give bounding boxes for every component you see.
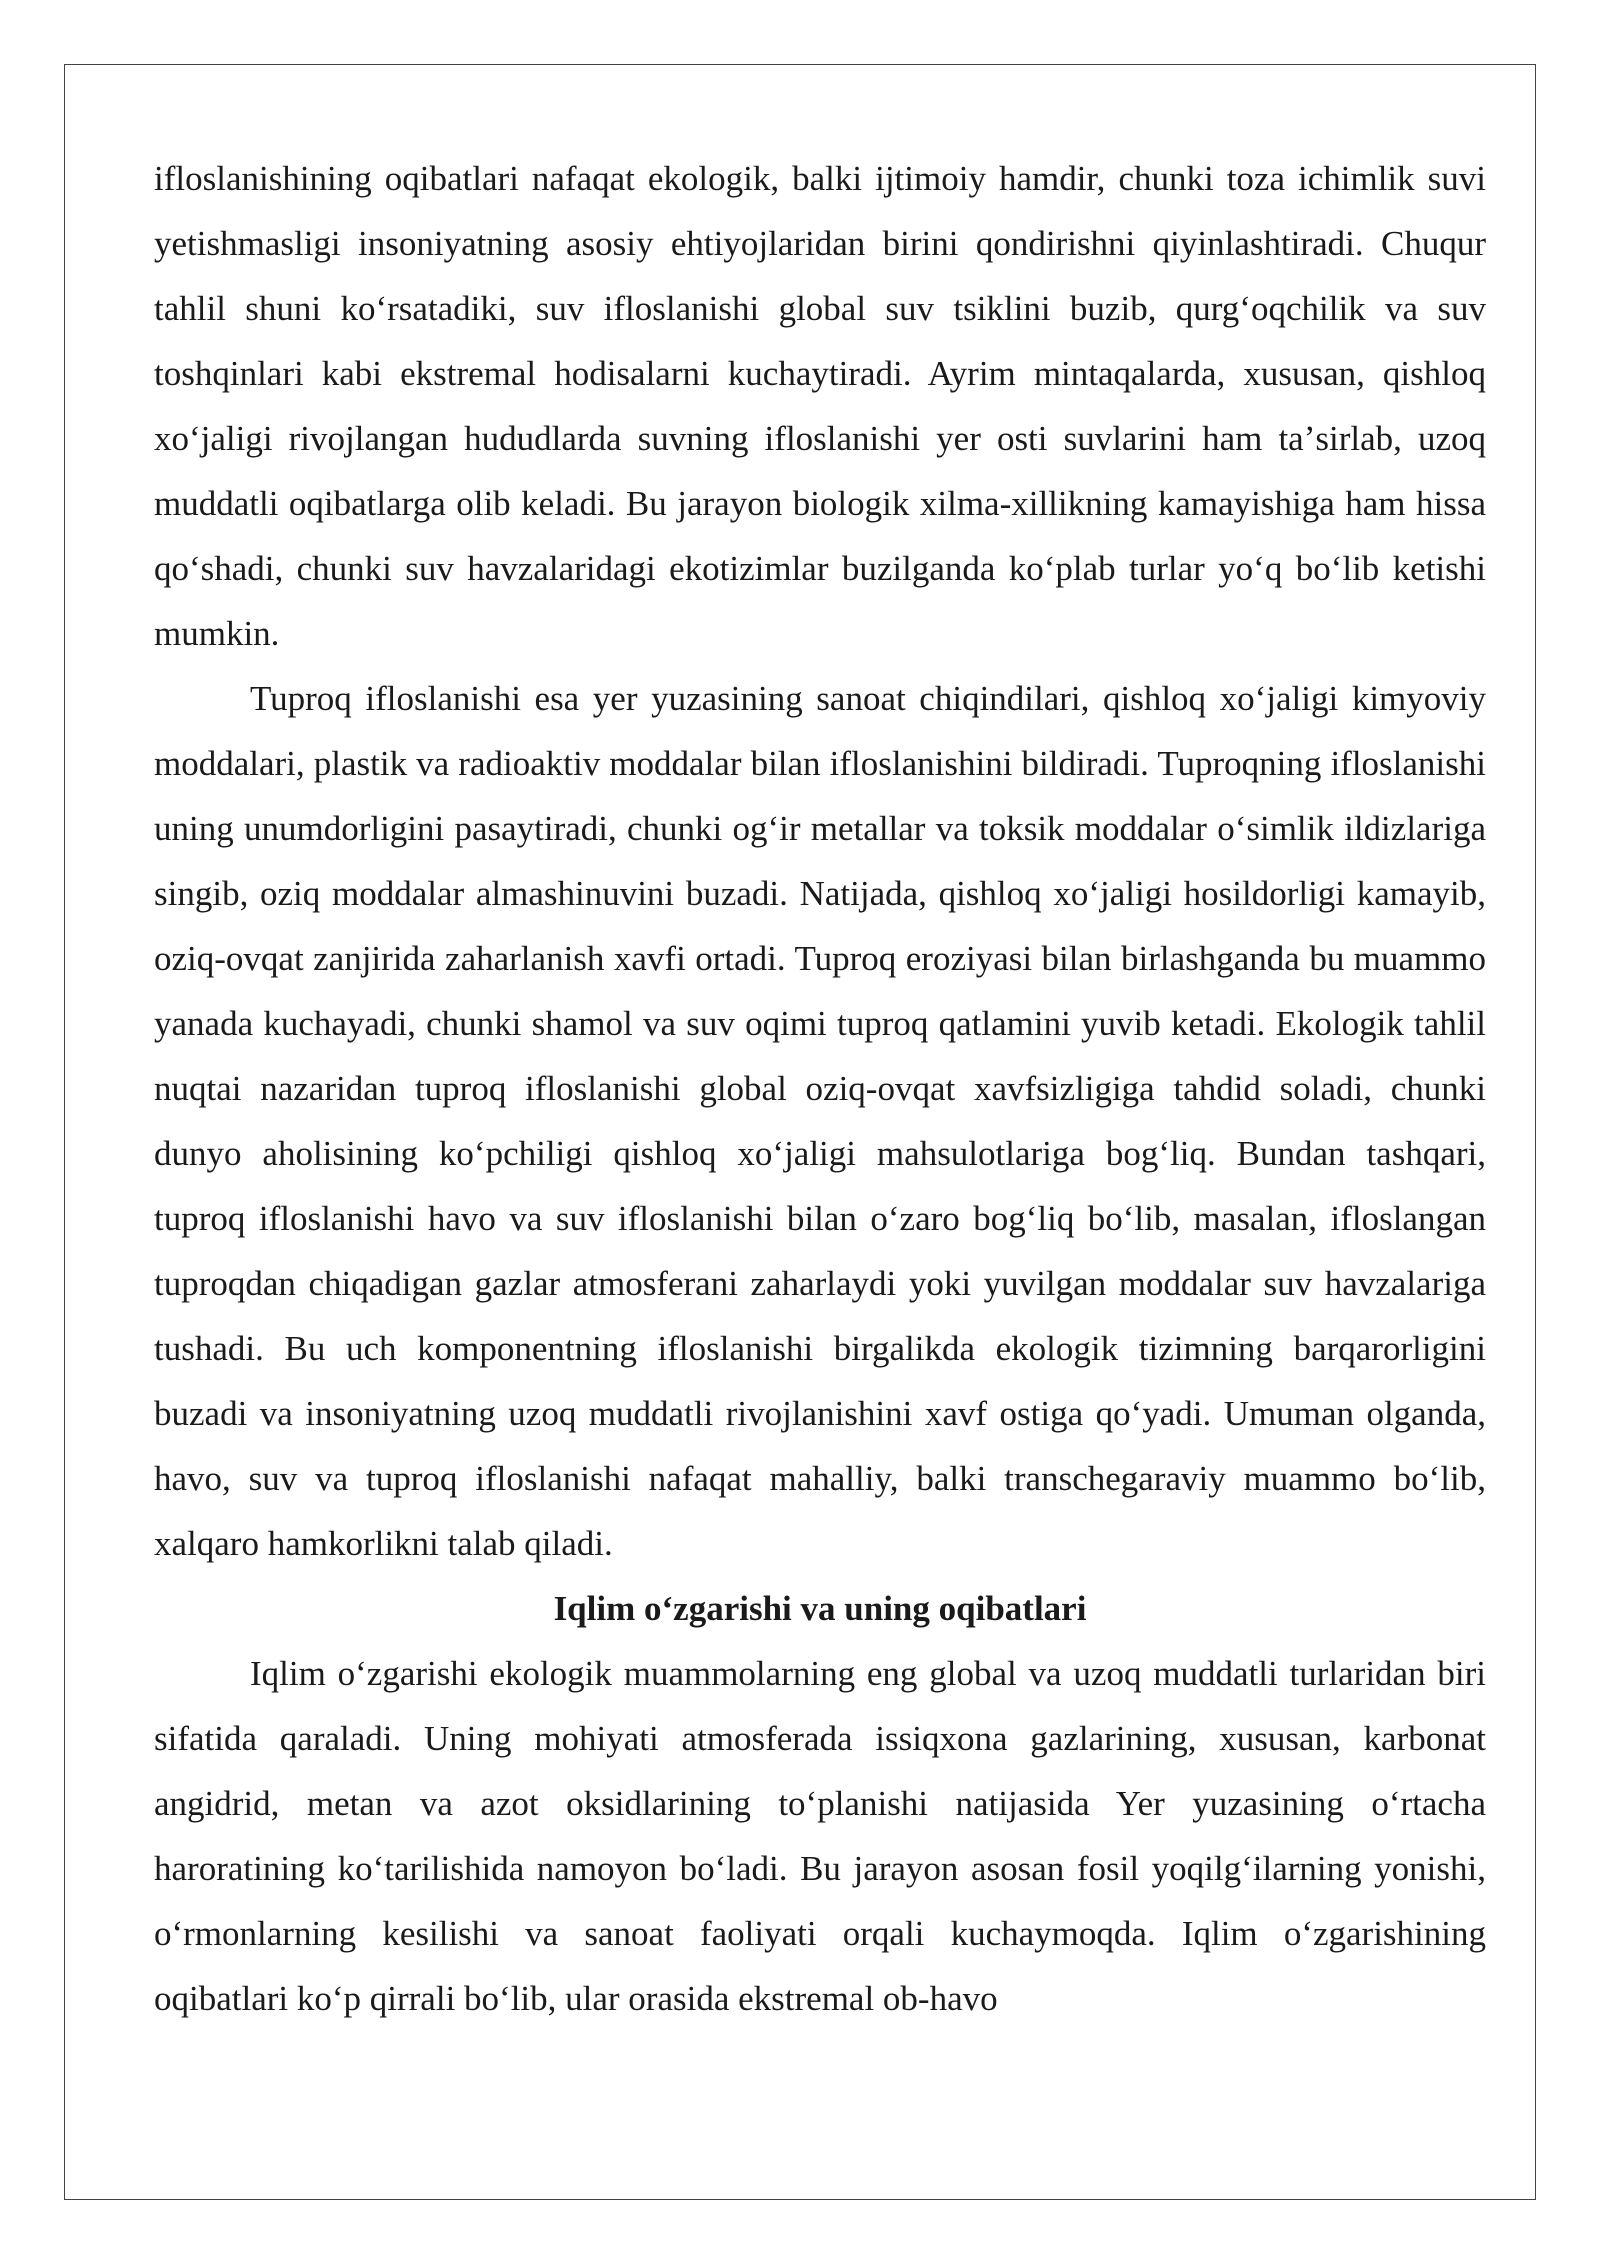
document-body xyxy=(154,146,1486,2031)
paragraph-3: Iqlim oʻzgarishi ekologik muammolarning eng global va uzoq muddatli turlaridan biri sifatida qaraladi. Uning mohiyati atmosferada issiqxona gazlarining, xususan, karbonat angidrid, metan va azot oksidlarining toʻplanishi natijasida Yer yuzasining oʻrtacha haroratining koʻtarilishida namoyon boʻladi. Bu jarayon asosan fosil yoqilgʻilarning yonishi, oʻrmonlarning kesilishi va sanoat faoliyati orqali kuchaymoqda. Iqlim oʻzgarishining oqibatlari koʻp qirrali boʻlib, ular orasida ekstremal ob-havo xyxy=(154,1654,1486,2018)
paragraph-2: Tuproq ifloslanishi esa yer yuzasining sanoat chiqindilari, qishloq xoʻjaligi kimyoviy moddalari, plastik va radioaktiv moddalar bilan ifloslanishini bildiradi. Tuproqning ifloslanishi uning unumdorligini pasaytiradi, chunki ogʻir metallar va toksik moddalar oʻsimlik ildizlariga singib, oziq moddalar almashinuvini buzadi. Natijada, qishloq xoʻjaligi hosildorligi kamayib, oziq-ovqat zanjirida zaharlanish xavfi ortadi. Tuproq eroziyasi bilan birlashganda bu muammo yanada kuchayadi, chunki shamol va suv oqimi tuproq qatlamini yuvib ketadi. Ekologik tahlil nuqtai nazaridan tuproq ifloslanishi global oziq-ovqat xavfsizligiga tahdid soladi, chunki dunyo aholisining koʻpchiligi qishloq xoʻjaligi mahsulotlariga bogʻliq. Bundan tashqari, tuproq ifloslanishi havo va suv ifloslanishi bilan oʻzaro bogʻliq boʻlib, masalan, ifloslangan tuproqdan chiqadigan gazlar atmosferani zaharlaydi yoki yuvilgan moddalar suv havzalariga tushadi. Bu uch komponentning ifloslanishi birgalikda ekologik tizimning barqarorligini buzadi va insoniyatning uzoq muddatli rivojlanishini xavf ostiga qoʻyadi. Umuman olganda, havo, suv va tuproq ifloslanishi nafaqat mahalliy, balki transchegaraviy muammo boʻlib, xalqaro hamkorlikni talab qiladi. xyxy=(154,679,1486,1563)
section-heading: Iqlim oʻzgarishi va uning oqibatlari xyxy=(553,1589,1087,1628)
paragraph-1: ifloslanishining oqibatlari nafaqat ekologik, balki ijtimoiy hamdir, chunki toza ichimlik suvi yetishmasligi insoniyatning asosiy ehtiyojlaridan birini qondirishni qiyinlashtiradi. Chuqur tahlil shuni koʻrsatadiki, suv ifloslanishi global suv tsiklini buzib, qurgʻoqchilik va suv toshqinlari kabi ekstremal hodisalarni kuchaytiradi. Ayrim mintaqalarda, xususan, qishloq xoʻjaligi rivojlangan hududlarda suvning ifloslanishi yer osti suvlarini ham taʼsirlab, uzoq muddatli oqibatlarga olib keladi. Bu jarayon biologik xilma-xillikning kamayishiga ham hissa qoʻshadi, chunki suv havzalaridagi ekotizimlar buzilganda koʻplab turlar yoʻq boʻlib ketishi mumkin. xyxy=(154,159,1486,653)
